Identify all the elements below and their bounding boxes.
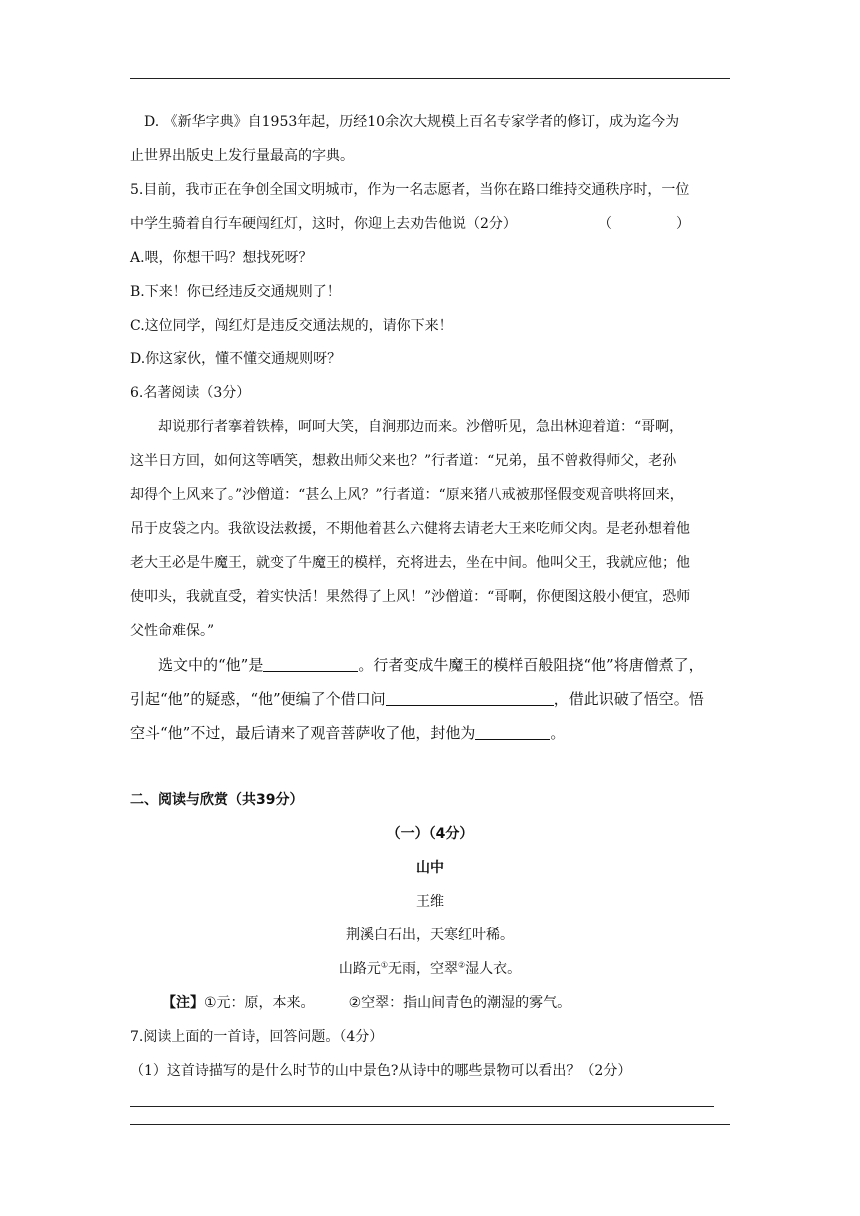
q6-passage-line: 却得个上风来了。”沙僧道：“甚么上风？”行者道：“原来猪八戒被那怪假变观音哄将回来， bbox=[130, 487, 684, 503]
poem-line-2 bbox=[130, 959, 730, 979]
poem-note bbox=[162, 993, 722, 1013]
q6-title: 6.名著阅读（3分） bbox=[130, 385, 251, 401]
poem-author: 王维 bbox=[416, 894, 444, 910]
q6-question-text: ，借此识破了悟空。悟 bbox=[553, 690, 704, 708]
q7-title: 7.阅读上面的一首诗，回答问题。（4分） bbox=[130, 1029, 384, 1045]
q6-passage-line: 老大王必是牛魔王，就变了牛魔王的模样，充将进去，坐在中间。他叫父王，我就应他；他 bbox=[130, 555, 690, 571]
footnote-mark-2: ② bbox=[458, 960, 466, 970]
q6-passage-line: 父性命难保。” bbox=[130, 623, 215, 639]
q6-blank-1[interactable] bbox=[263, 657, 358, 672]
q6-blank-3[interactable] bbox=[475, 725, 550, 740]
header-rule bbox=[130, 78, 730, 79]
section2-heading: 二、阅读与欣赏（共39分） bbox=[130, 792, 304, 808]
q6-question-line3 bbox=[130, 723, 730, 743]
q6-question-text: 。 bbox=[550, 724, 566, 742]
q6-passage-line: 这半日方回，如何这等哂笑，想救出师父来也？”行者道：“兄弟，虽不曾救得师父，老孙 bbox=[130, 453, 677, 469]
answer-line[interactable] bbox=[130, 1106, 714, 1107]
poem-line-1: 荆溪白石出，天寒红叶稀。 bbox=[346, 927, 514, 943]
q6-question-line1 bbox=[158, 655, 730, 675]
q5-answer-paren-close[interactable]: ） bbox=[676, 216, 690, 232]
q5-stem-line1: 5.目前，我市正在争创全国文明城市，作为一名志愿者，当你在路口维持交通秩序时，一位 bbox=[130, 182, 690, 198]
q5-option-b: B.下来！你已经违反交通规则了！ bbox=[130, 284, 341, 300]
q5-option-c: C.这位同学，闯红灯是违反交通法规的，请你下来！ bbox=[130, 318, 453, 334]
q6-question-text: 选文中的“他”是 bbox=[158, 656, 264, 674]
q5-stem-line2: 中学生骑着自行车硬闯红灯，这时，你迎上去劝告他说（2分） bbox=[130, 216, 517, 232]
q7-subquestion-1: （1）这首诗描写的是什么时节的山中景色?从诗中的哪些景物可以看出？（2分） bbox=[130, 1063, 632, 1079]
note-label: 【注】 bbox=[162, 995, 204, 1011]
note-1: ①元：原，本来。 bbox=[204, 995, 315, 1011]
q6-blank-2[interactable] bbox=[386, 691, 554, 706]
footer-rule bbox=[130, 1124, 730, 1125]
q6-question-line2 bbox=[130, 689, 730, 709]
q6-passage-line: 使叩头，我就直受，着实快活！果然得了上风！”沙僧道：“哥啊，你便图这般小便宜，恐师 bbox=[130, 589, 691, 605]
q6-question-text: 。行者变成牛魔王的模样百般阻挠“他”将唐僧煮了， bbox=[358, 656, 704, 674]
q6-passage-line: 吊于皮袋之内。我欲设法救援，不期他着甚么六健将去请老大王来吃师父肉。是老孙想着他 bbox=[130, 521, 690, 537]
poem-text: 无雨，空翠 bbox=[388, 961, 458, 977]
q5-option-d: D.你这家伙，懂不懂交通规则呀？ bbox=[130, 351, 342, 367]
q6-question-text: 空斗“他”不过，最后请来了观音菩萨收了他，封他为 bbox=[130, 724, 476, 742]
poem-title: 山中 bbox=[416, 860, 444, 876]
footnote-mark-1: ① bbox=[380, 960, 388, 970]
q4-option-d-line1: D. 《新华字典》自1953年起，历经10余次大规模上百名专家学者的修订，成为迄今为 bbox=[144, 114, 680, 130]
q5-option-a: A.喂，你想干吗？想找死呀？ bbox=[130, 250, 313, 266]
note-2: ②空翠：指山间青色的潮湿的雾气。 bbox=[348, 995, 572, 1011]
part1-title: （一）（4分） bbox=[386, 826, 474, 842]
q6-passage-line: 却说那行者搴着铁棒，呵呵大笑，自涧那边而来。沙僧听见，急出林迎着道：“哥啊， bbox=[158, 419, 684, 435]
q4-option-d-line2: 止世界出版史上发行量最高的字典。 bbox=[130, 148, 354, 164]
q6-question-text: 引起“他”的疑惑，“他”便编了个借口问 bbox=[130, 690, 386, 708]
poem-text: 湿人衣。 bbox=[465, 961, 522, 977]
q5-answer-paren-open[interactable]: （ bbox=[598, 216, 612, 232]
poem-text: 山路元 bbox=[338, 961, 381, 977]
